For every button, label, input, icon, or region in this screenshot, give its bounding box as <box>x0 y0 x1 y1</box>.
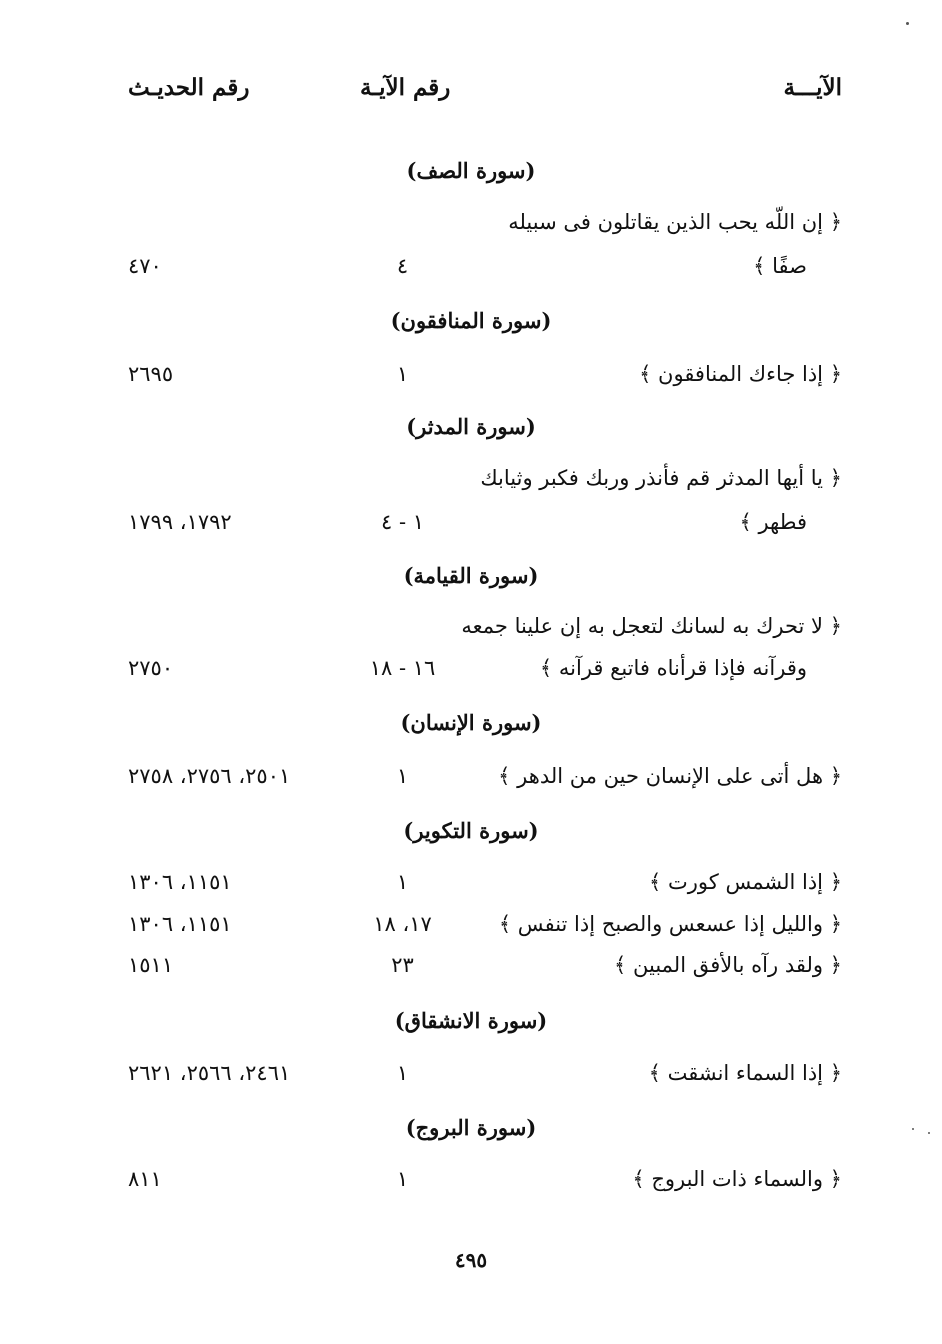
surah-title: (سورة المنافقون) <box>390 308 552 333</box>
ayah-number: ١ - ٤ <box>380 510 424 534</box>
surah-title: (سورة الصف) <box>406 158 536 183</box>
surah-title: (سورة المدثر) <box>406 414 536 439</box>
verse-text: ﴿ لا تحرك به لسانك لتعجل به إن علينا جمعه <box>461 614 842 638</box>
verse-text: ﴿ إذا السماء انشقت ﴾ <box>648 1061 842 1085</box>
hadith-number: ١٧٩٢، ١٧٩٩ <box>128 510 232 534</box>
verse-text-continuation: وقرآنه فإذا قرأناه فاتبع قرآنه ﴾ <box>539 656 807 680</box>
verse-text-continuation: صفًا ﴾ <box>753 254 807 278</box>
ayah-number: ١٦ - ١٨ <box>369 656 436 680</box>
hadith-number: ٢٧٥٠ <box>128 656 174 680</box>
verse-text: ﴿ يا أيها المدثر قم فأنذر وربك فكبر وثيابك <box>480 466 842 490</box>
hadith-number: ١١٥١، ١٣٠٦ <box>128 870 232 894</box>
surah-title: (سورة الانشقاق) <box>394 1008 548 1033</box>
verse-text: ﴿ إن اللّه يحب الذين يقاتلون فى سبيله <box>508 210 842 234</box>
surah-title: (سورة الإنسان) <box>400 710 542 735</box>
hadith-number: ٢٤٦١، ٢٥٦٦، ٢٦٢١ <box>128 1061 291 1085</box>
verse-text: ﴿ ولقد رآه بالأفق المبين ﴾ <box>614 953 842 977</box>
page-number: ٤٩٥ <box>454 1248 488 1272</box>
hadith-number: ١٥١١ <box>128 953 174 977</box>
hadith-number: ١١٥١، ١٣٠٦ <box>128 912 232 936</box>
ayah-number: ١ <box>396 1167 409 1191</box>
surah-title: (سورة البروج) <box>405 1115 537 1140</box>
ayah-number: ١ <box>396 362 409 386</box>
ayah-number: ١ <box>396 764 409 788</box>
verse-text: ﴿ والليل إذا عسعس والصبح إذا تنفس ﴾ <box>498 912 842 936</box>
scan-speck <box>928 1132 930 1134</box>
hadith-number-column-header: رقم الحديـث <box>128 74 250 101</box>
hadith-number: ٢٥٠١، ٢٧٥٦، ٢٧٥٨ <box>128 764 291 788</box>
ayah-number: ١٧، ١٨ <box>373 912 432 936</box>
verse-text-continuation: فطهر ﴾ <box>739 510 807 534</box>
ayah-number-column-header: رقم الآيـة <box>360 74 451 101</box>
verse-text: ﴿ والسماء ذات البروج ﴾ <box>632 1167 842 1191</box>
verse-text: ﴿ إذا الشمس كورت ﴾ <box>649 870 842 894</box>
hadith-number: ٢٦٩٥ <box>128 362 174 386</box>
hadith-number: ٨١١ <box>128 1167 162 1191</box>
ayah-number: ١ <box>396 1061 409 1085</box>
ayah-number: ١ <box>396 870 409 894</box>
surah-title: (سورة القيامة) <box>403 563 539 588</box>
surah-title: (سورة التكوير) <box>403 818 539 843</box>
verse-column-header: الآيـــة <box>783 74 842 101</box>
scan-speck <box>912 1128 914 1130</box>
scan-speck <box>906 22 909 25</box>
ayah-number: ٢٣ <box>391 953 414 977</box>
hadith-number: ٤٧٠ <box>128 254 162 278</box>
verse-text: ﴿ هل أتى على الإنسان حين من الدهر ﴾ <box>498 764 842 788</box>
ayah-number: ٤ <box>396 254 409 278</box>
verse-text: ﴿ إذا جاءك المنافقون ﴾ <box>639 362 842 386</box>
